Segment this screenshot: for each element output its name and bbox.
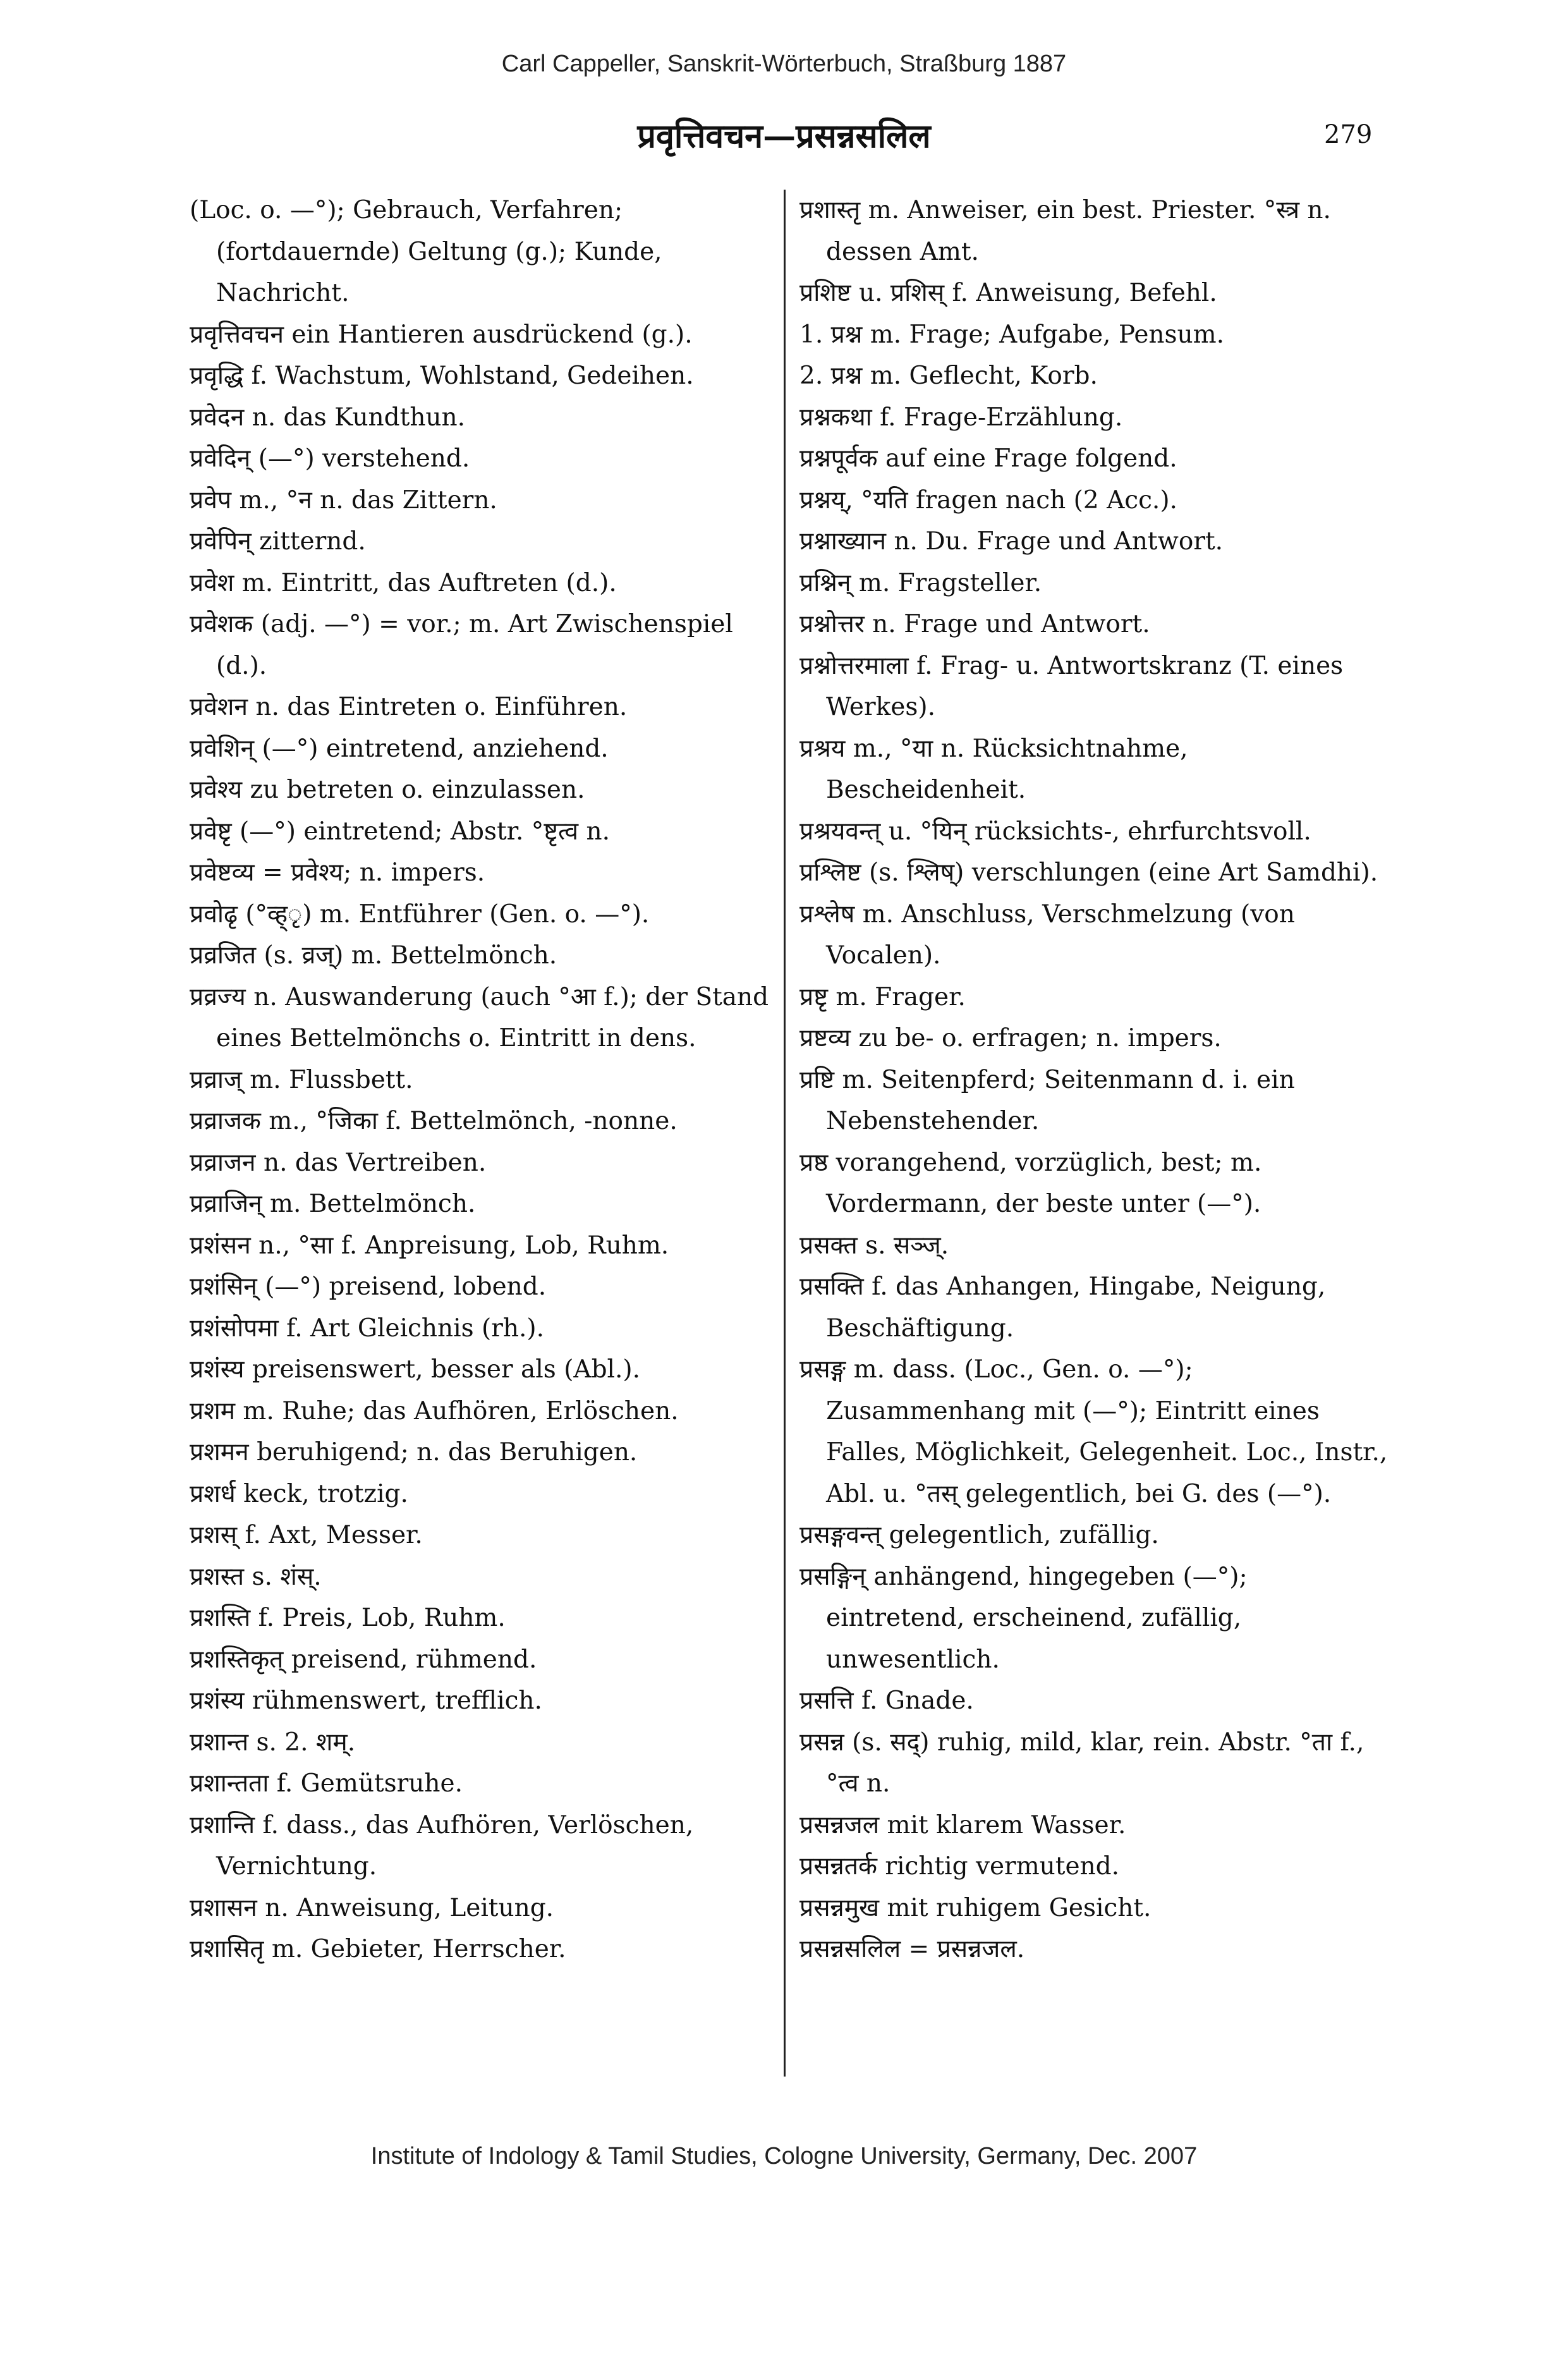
- dictionary-entry: प्रशान्त s. 2. शम्.: [190, 1728, 356, 1757]
- dictionary-entry: प्रवेष्टृ (—°) eintretend; Abstr. °ष्टृत्व n.: [190, 817, 610, 846]
- dictionary-entry: प्रशंसोपमा f. Art Gleichnis (rh.).: [190, 1314, 544, 1343]
- dictionary-entry: प्रसङ्गिन् anhängend, hingegeben (—°); eintretend, erscheinend, zufällig, unwesentlich.: [799, 1562, 1248, 1674]
- dictionary-entry: प्रशास्तृ m. Anweiser, ein best. Priester. °स्त्र n. dessen Amt.: [799, 196, 1331, 266]
- dictionary-entry: प्रशंसन n., °सा f. Anpreisung, Lob, Ruhm.: [190, 1231, 669, 1260]
- page-number: 279: [1324, 120, 1373, 149]
- running-head: प्रवृत्तिवचन—प्रसन्नसलिल: [637, 117, 931, 156]
- dictionary-entry: प्रवेशिन् (—°) eintretend, anziehend.: [190, 734, 609, 763]
- dictionary-entry: प्रष्ठ vorangehend, vorzüglich, best; m. Vordermann, der beste unter (—°).: [799, 1148, 1262, 1218]
- dictionary-entry: प्रशमन beruhigend; n. das Beruhigen.: [190, 1438, 638, 1467]
- dictionary-entry: प्रशान्तता f. Gemütsruhe.: [190, 1769, 463, 1798]
- dictionary-entry: प्रष्टि m. Seitenpferd; Seitenmann d. i. ein Nebenstehender.: [799, 1065, 1295, 1135]
- dictionary-entry: प्रशंसिन् (—°) preisend, lobend.: [190, 1272, 547, 1301]
- dictionary-entry: प्रवेष्टव्य = प्रवेश्य; n. impers.: [190, 858, 485, 887]
- page-footer: Institute of Indology & Tamil Studies, Cologne University, Germany, Dec. 2007: [370, 2143, 1198, 2169]
- dictionary-entry: 1. प्रश्न m. Frage; Aufgabe, Pensum.: [799, 320, 1225, 349]
- dictionary-entry: (Loc. o. —°); Gebrauch, Verfahren; (fortdauernde) Geltung (g.); Kunde, Nachricht.: [190, 196, 662, 307]
- dictionary-entry: प्रसन्नमुख mit ruhigem Gesicht.: [799, 1893, 1152, 1922]
- dictionary-entry: प्रशंस्य preisenswert, besser als (Abl.).: [190, 1355, 641, 1384]
- dictionary-entry: प्रवेदन n. das Kundthun.: [190, 403, 466, 432]
- dictionary-entry: प्रवेप m., °न n. das Zittern.: [190, 485, 497, 515]
- column-divider: [784, 190, 786, 2077]
- right-column: [799, 190, 1390, 1970]
- dictionary-entry: प्रशान्ति f. dass., das Aufhören, Verlöschen, Vernichtung.: [190, 1810, 694, 1881]
- dictionary-entry: प्रसङ्गवन्त् gelegentlich, zufällig.: [799, 1521, 1159, 1549]
- dictionary-entry: प्रवेशन n. das Eintreten o. Einführen.: [190, 693, 628, 721]
- dictionary-entry: प्रसन्नसलिल = प्रसन्नजल.: [799, 1935, 1025, 1963]
- dictionary-entry: प्रवेश m. Eintritt, das Auftreten (d.).: [190, 568, 617, 597]
- dictionary-entry: प्रशस्तिकृत् preisend, rühmend.: [190, 1645, 537, 1674]
- dictionary-entry: प्रवेदिन् (—°) verstehend.: [190, 444, 470, 473]
- dictionary-entry: प्रवृत्तिवचन ein Hantieren ausdrückend (g.).: [190, 320, 693, 349]
- dictionary-entry: प्रसङ्ग m. dass. (Loc., Gen. o. —°); Zusammenhang mit (—°); Eintritt eines Falles, Möglichkeit, Gelegenheit. Loc., Instr., Abl. u. °तस् gelegentlich, bei G. des (—°).: [799, 1355, 1388, 1508]
- dictionary-entry: प्रसक्ति f. das Anhangen, Hingabe, Neigung, Beschäftigung.: [799, 1272, 1326, 1343]
- dictionary-entry: प्रश्नय्, °यति fragen nach (2 Acc.).: [799, 485, 1177, 515]
- dictionary-entry: प्रवृद्धि f. Wachstum, Wohlstand, Gedeihen.: [190, 362, 694, 390]
- dictionary-entry: प्रशंस्य rühmenswert, trefflich.: [190, 1687, 542, 1715]
- dictionary-entry: प्रसन्नतर्क richtig vermutend.: [799, 1852, 1120, 1881]
- dictionary-entry: प्रव्रज्य n. Auswanderung (auch °आ f.); der Stand eines Bettelmönchs o. Eintritt in dens.: [190, 982, 769, 1052]
- dictionary-entry: प्रशस्ति f. Preis, Lob, Ruhm.: [190, 1604, 506, 1632]
- dictionary-entry: प्रश्नोत्तर n. Frage und Antwort.: [799, 610, 1150, 638]
- dictionary-entry: प्रसक्त s. सञ्ज्.: [799, 1231, 949, 1260]
- dictionary-entry: प्रश्नकथा f. Frage-Erzählung.: [799, 403, 1123, 432]
- dictionary-entry: प्रव्रजित (s. व्रज्) m. Bettelmönch.: [190, 941, 557, 970]
- dictionary-entry: प्रवेपिन् zitternd.: [190, 527, 366, 556]
- dictionary-entry: प्रसन्न (s. सद्) ruhig, mild, klar, rein. Abstr. °ता f., °त्व n.: [799, 1728, 1364, 1798]
- dictionary-entry: प्रश्नपूर्वक auf eine Frage folgend.: [799, 444, 1177, 473]
- dictionary-entry: प्रशस् f. Axt, Messer.: [190, 1521, 423, 1549]
- dictionary-entry: प्रवेश्य zu betreten o. einzulassen.: [190, 776, 585, 804]
- dictionary-entry: प्रव्राजन n. das Vertreiben.: [190, 1148, 487, 1177]
- dictionary-entry: प्रशासन n. Anweisung, Leitung.: [190, 1893, 554, 1922]
- dictionary-entry: प्रश्निन् m. Fragsteller.: [799, 568, 1042, 597]
- dictionary-entry: प्रशम m. Ruhe; das Aufhören, Erlöschen.: [190, 1396, 679, 1425]
- dictionary-entry: प्रश्लेष m. Anschluss, Verschmelzung (von Vocalen).: [799, 900, 1295, 970]
- dictionary-entry: प्रश्नाख्यान n. Du. Frage und Antwort.: [799, 527, 1224, 556]
- dictionary-entry: प्रशिष्ट u. प्रशिस् f. Anweisung, Befehl.: [799, 279, 1217, 307]
- dictionary-entry: प्रसन्नजल mit klarem Wasser.: [799, 1810, 1126, 1839]
- dictionary-entry: प्रश्रयवन्त् u. °यिन् rücksichts-, ehrfurchtsvoll.: [799, 817, 1311, 846]
- dictionary-entry: प्रशस्त s. शंस्.: [190, 1562, 322, 1591]
- dictionary-entry: प्रवेशक (adj. —°) = vor.; m. Art Zwischenspiel (d.).: [190, 610, 733, 680]
- dictionary-entry: प्रशर्ध keck, trotzig.: [190, 1479, 408, 1508]
- left-column: [190, 190, 781, 1970]
- dictionary-entry: प्रश्रय m., °या n. Rücksichtnahme, Bescheidenheit.: [799, 734, 1188, 804]
- dictionary-entry: प्रव्राजक m., °जिका f. Bettelmönch, -nonne.: [190, 1107, 678, 1135]
- dictionary-entry: प्रष्टव्य zu be- o. erfragen; n. impers.: [799, 1024, 1222, 1052]
- dictionary-entry: 2. प्रश्न m. Geflecht, Korb.: [799, 362, 1098, 390]
- dictionary-entry: प्रशासितृ m. Gebieter, Herrscher.: [190, 1935, 566, 1963]
- page-header: Carl Cappeller, Sanskrit-Wörterbuch, Straßburg 1887: [501, 51, 1067, 77]
- dictionary-entry: प्रवोढृ (°व्ह्ृ) m. Entführer (Gen. o. —°).: [190, 900, 650, 929]
- dictionary-entry: प्रश्नोत्तरमाला f. Frag- u. Antwortskranz (T. eines Werkes).: [799, 651, 1344, 721]
- dictionary-entry: प्रव्राज् m. Flussbett.: [190, 1065, 413, 1094]
- dictionary-entry: प्रष्टृ m. Frager.: [799, 982, 966, 1011]
- dictionary-entry: प्रसत्ति f. Gnade.: [799, 1687, 974, 1715]
- dictionary-entry: प्रश्लिष्ट (s. श्लिष्) verschlungen (eine Art Samdhi).: [799, 858, 1378, 887]
- dictionary-entry: प्रव्राजिन् m. Bettelmönch.: [190, 1190, 476, 1218]
